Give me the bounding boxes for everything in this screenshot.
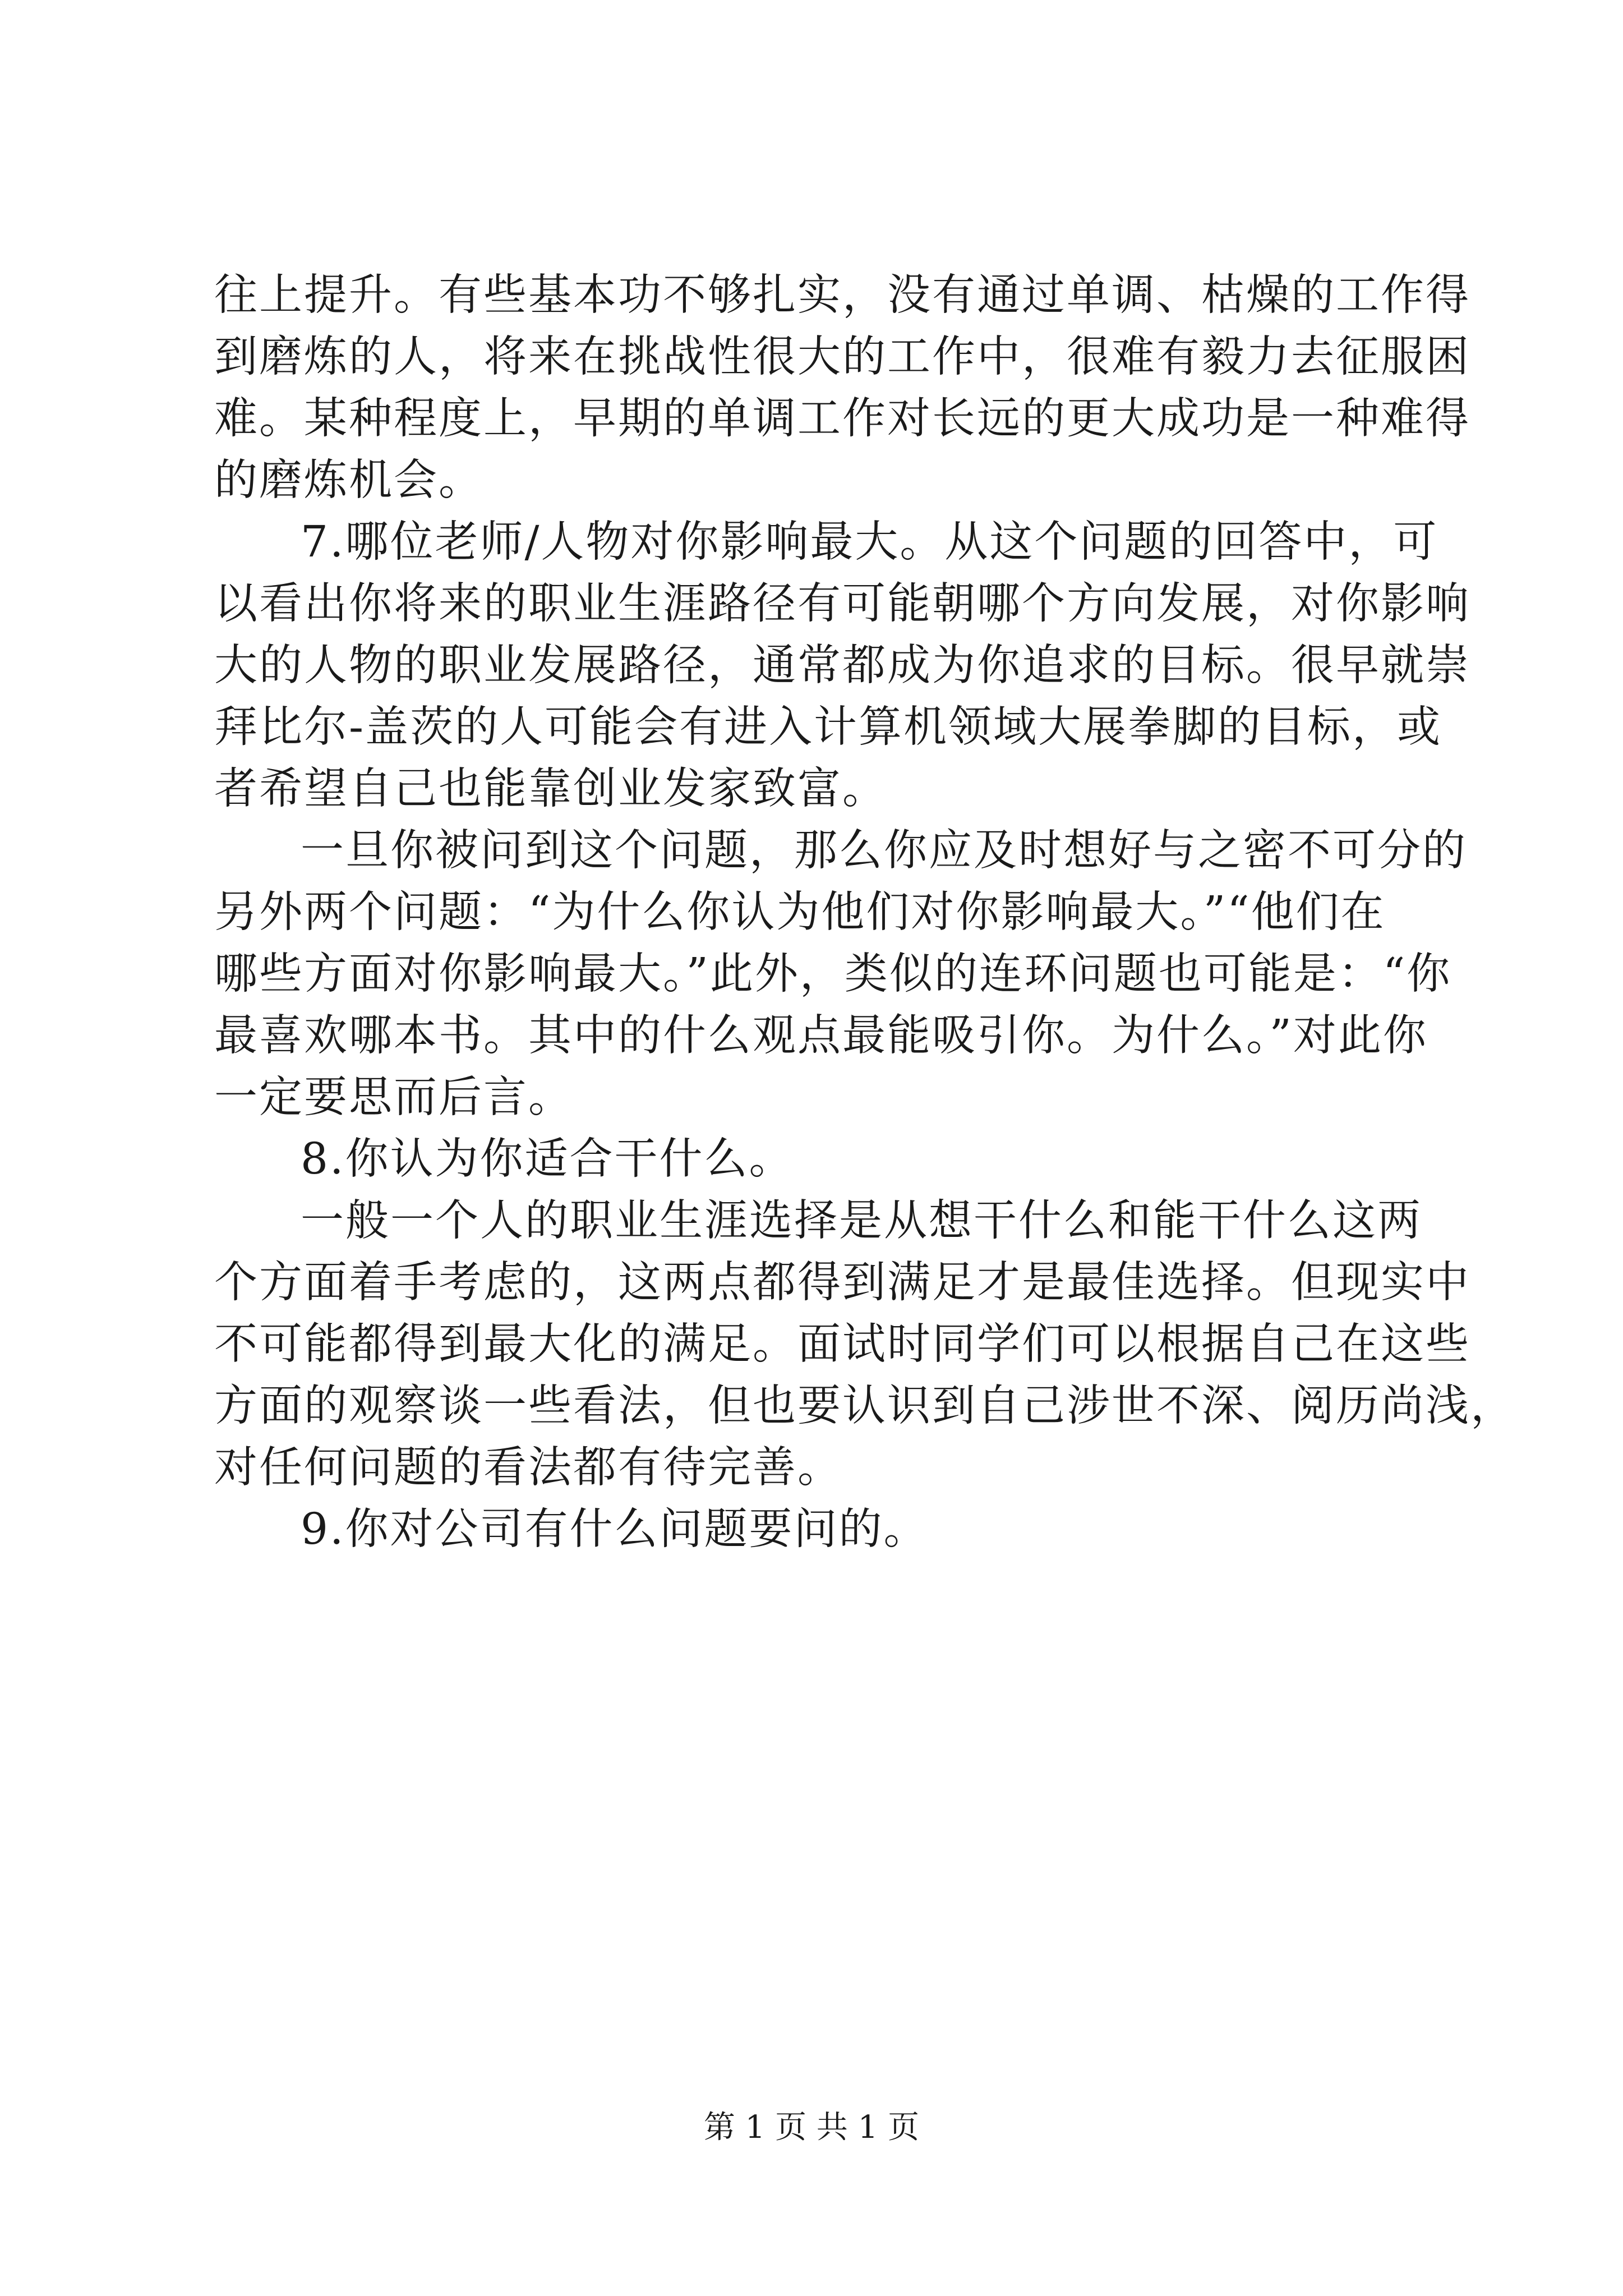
text-line: 方面的观察谈一些看法，但也要认识到自己涉世不深、阅历尚浅， <box>214 1381 1515 1431</box>
text-line: 最喜欢哪本书。其中的什么观点最能吸引你。为什么。”对此你 <box>214 1011 1428 1061</box>
text-line: 个方面着手考虑的，这两点都得到满足才是最佳选择。但现实中 <box>214 1258 1470 1308</box>
paragraph <box>214 1190 1515 1499</box>
paragraph <box>214 1499 1420 1561</box>
text-line: 8.你认为你适合干什么。 <box>301 1134 794 1184</box>
text-line: 哪些方面对你影响最大。”此外，类似的连环问题也可能是：“你 <box>214 949 1452 999</box>
text-line: 到磨炼的人，将来在挑战性很大的工作中，很难有毅力去征服困 <box>214 332 1470 382</box>
page-footer: 第 1 页 共 1 页 <box>703 2109 920 2146</box>
text-line: 对任何问题的看法都有待完善。 <box>214 1443 842 1493</box>
text-line: 大的人物的职业发展路径，通常都成为你追求的目标。很早就崇 <box>214 641 1470 691</box>
text-line: 一般一个人的职业生涯选择是从想干什么和能干什么这两 <box>301 1196 1422 1246</box>
text-line: 往上提升。有些基本功不够扎实，没有通过单调、枯燥的工作得 <box>214 270 1470 320</box>
text-line: 不可能都得到最大化的满足。面试时同学们可以根据自己在这些 <box>214 1319 1470 1369</box>
text-line: 的磨炼机会。 <box>214 455 483 505</box>
text-line: 者希望自己也能靠创业发家致富。 <box>214 764 887 814</box>
text-line: 一定要思而后言。 <box>214 1073 573 1122</box>
text-line: 难。某种程度上，早期的单调工作对长远的更大成功是一种难得 <box>214 394 1470 444</box>
paragraph <box>214 1129 1420 1190</box>
text-line: 以看出你将来的职业生涯路径有可能朝哪个方向发展，对你影响 <box>214 579 1470 629</box>
text-line: 拜比尔-盖茨的人可能会有进入计算机领域大展拳脚的目标，或 <box>214 702 1442 752</box>
text-line: 一旦你被问到这个问题，那么你应及时想好与之密不可分的 <box>301 826 1467 876</box>
document-body <box>214 265 1515 1561</box>
text-line: 7.哪位老师/人物对你影响最大。从这个问题的回答中，可 <box>301 517 1438 567</box>
paragraph <box>214 820 1467 1129</box>
paragraph <box>214 512 1470 820</box>
paragraph <box>214 265 1470 512</box>
text-line: 9.你对公司有什么问题要问的。 <box>301 1504 929 1554</box>
text-line: 另外两个问题：“为什么你认为他们对你影响最大。”“他们在 <box>214 887 1386 937</box>
